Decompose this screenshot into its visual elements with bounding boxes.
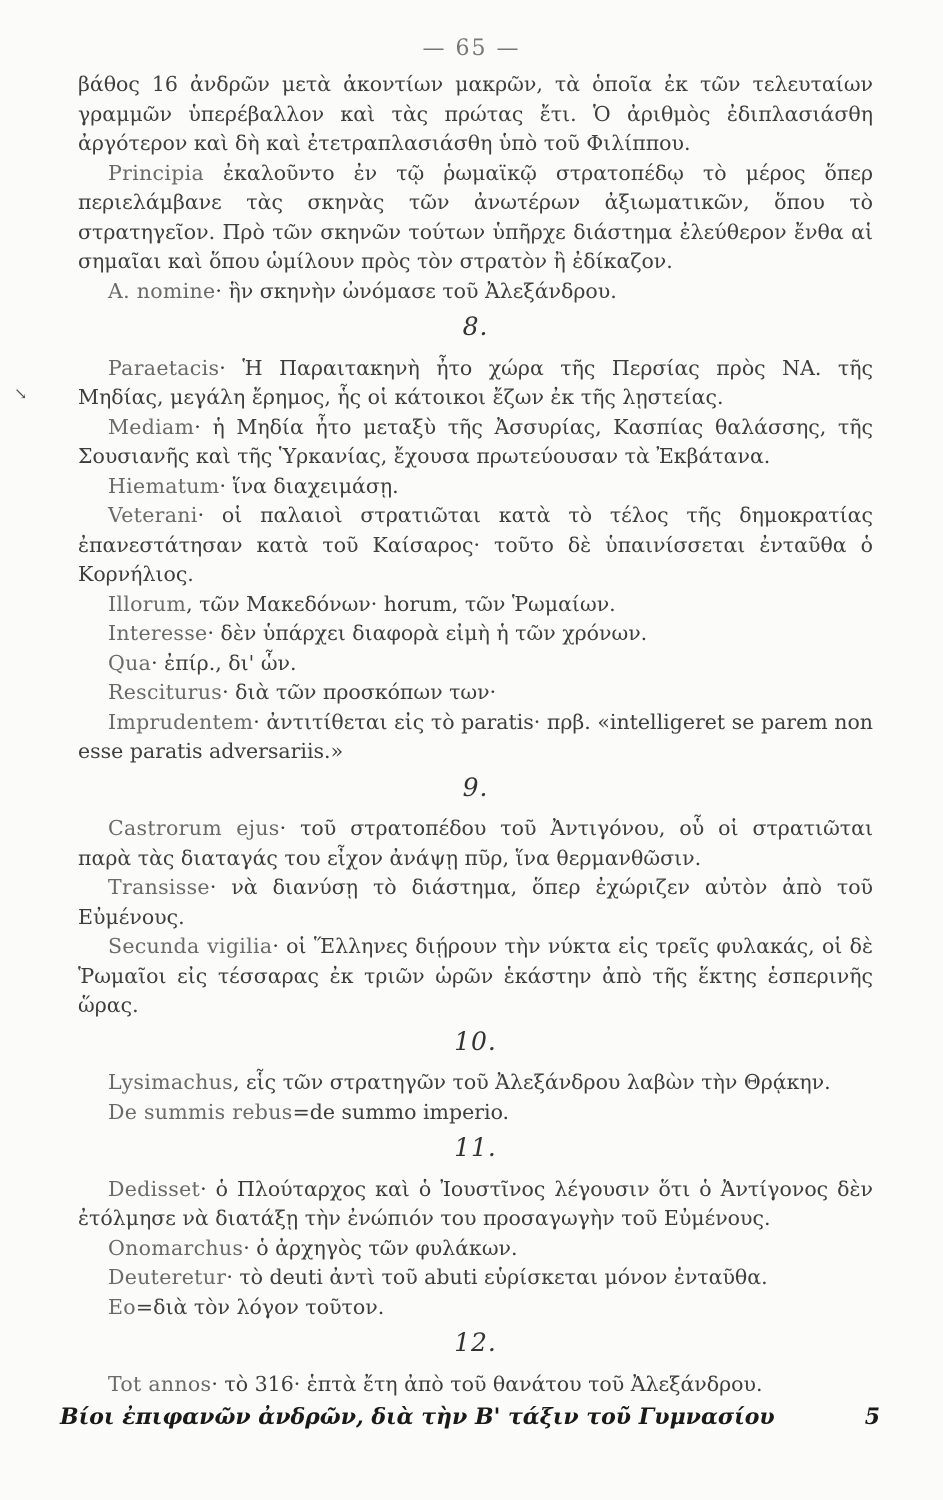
lemma: Resciturus	[108, 680, 223, 704]
lemma: Dedisset	[108, 1176, 201, 1201]
section-heading: 8.	[462, 312, 489, 341]
gloss: ἐκαλοῦντο ἐν τῷ ῥωμαϊκῷ στρατοπέδῳ τὸ μέρος ὅπερ περιελάμβανε τὰς σκηνὰς τῶν ἀνωτέρων ἀξιωματικῶν, ὅπου τὸ στρατηγεῖον. Πρὸ τῶν σκηνῶν τούτων ὑπῆρχε διάστημα ἐλεύθερον ἔνθα αἱ σημαῖαι καὶ ὅπου ὡμίλουν πρὸς τὸν στρατὸν ἢ ἐδίκαζον.	[78, 160, 873, 273]
gloss: =de summo imperio.	[292, 1099, 510, 1124]
gloss-entry	[78, 472, 873, 502]
nomine-paragraph	[78, 277, 873, 307]
lemma: Hiematum	[108, 473, 220, 498]
lemma: Castrorum ejus	[108, 816, 280, 840]
gloss: · νὰ διανύσῃ τὸ διάστημα, ὅπερ ἐχώριζεν αὐτὸν ἀπὸ τοῦ Εὐμένους.	[78, 875, 873, 929]
lemma: Onomarchus	[108, 1235, 244, 1260]
gloss-entry	[78, 708, 873, 767]
gloss-entry	[78, 1098, 873, 1128]
gloss: · οἱ παλαιοὶ στρατιῶται κατὰ τὸ τέλος τῆς δημοκρατίας ἐπανεστάτησαν κατὰ τοῦ Καίσαρος· τοῦτο δὲ ὑπαινίσσεται ἐνταῦθα ὁ Κορνήλιος.	[78, 503, 873, 586]
lemma: Eo	[108, 1294, 136, 1319]
gloss: · ὁ Πλούταρχος καὶ ὁ Ἰουστῖνος λέγουσιν ὅτι ὁ Ἀντίγονος δὲν ἐτόλμησε νὰ διατάξῃ τὴν ἐνώπιόν του προσαγωγὴν τοῦ Εὐμένους.	[78, 1176, 873, 1230]
section-heading: 9.	[462, 772, 489, 802]
lemma: Interesse	[108, 621, 208, 645]
gloss-entry	[78, 590, 873, 620]
gloss: · ἀντιτίθεται εἰς τὸ paratis· πρβ. «intelligeret se parem non esse paratis adversariis.»	[78, 709, 873, 763]
gloss: =διὰ τὸν λόγον τοῦτον.	[135, 1294, 385, 1319]
gloss-entry	[78, 354, 873, 413]
commentary-body	[78, 70, 873, 1399]
lemma: Lysimachus	[108, 1070, 233, 1094]
gloss: · ἐπίρ., δι' ὧν.	[151, 650, 297, 675]
gloss: · Ἡ Παραιτακηνὴ ἦτο χώρα τῆς Περσίας πρὸς ΝΑ. τῆς Μηδίας, μεγάλη ἔρημος, ἧς οἱ κάτοικοι ἔζων ἐκ τῆς λῃστείας.	[78, 355, 873, 409]
gloss: · ἡ Μηδία ἦτο μεταξὺ τῆς Ἀσσυρίας, Κασπίας θαλάσσης, τῆς Σουσιανῆς καὶ τῆς Ὑρκανίας, ἔχουσα πρωτεύουσαν τὰ Ἐκβάτανα.	[78, 414, 873, 468]
lemma: Mediam	[108, 414, 195, 439]
gloss-entry	[78, 1263, 873, 1293]
gloss-entry	[78, 413, 873, 472]
gloss: · ἵνα διαχειμάσῃ.	[219, 473, 399, 498]
gloss: · τὸ deuti ἀντὶ τοῦ abuti εὑρίσκεται μόνον ἐνταῦθα.	[226, 1265, 768, 1289]
gloss-entry	[78, 649, 873, 679]
lemma: De summis rebus	[108, 1099, 293, 1124]
gloss-entry	[78, 814, 873, 873]
section-heading: 10.	[454, 1026, 497, 1056]
gloss: · τοῦ στρατοπέδου τοῦ Ἀντιγόνου, οὗ οἱ στρατιῶται παρὰ τὰς διαταγάς του εἶχον ἀνάψῃ πῦρ, ἵνα θερμανθῶσιν.	[78, 816, 874, 870]
gloss-entry	[78, 1293, 873, 1323]
lemma: Principia	[108, 160, 204, 185]
section-heading: 11.	[454, 1133, 497, 1162]
gloss-entry	[78, 1068, 873, 1098]
page-footer	[60, 1404, 880, 1430]
page-number: — 65 —	[422, 36, 521, 61]
principia-paragraph	[78, 159, 873, 277]
lemma: Paraetacis	[108, 355, 220, 380]
gloss-entry	[78, 1370, 873, 1400]
lemma: Illorum	[108, 591, 187, 616]
signature-number: 5	[864, 1404, 880, 1430]
lemma: Veterani	[108, 503, 198, 527]
lemma: Secunda vigilia	[108, 934, 273, 958]
intro-paragraph: βάθος 16 ἀνδρῶν μετὰ ἀκοντίων μακρῶν, τὰ ὁποῖα ἐκ τῶν τελευταίων γραμμῶν ὑπερέβαλλον καὶ τὰς πρώτας ἔτι. Ὁ ἀριθμὸς ἐδιπλασιάσθη ἀργότερον καὶ δὴ καὶ ἐτετραπλασιάσθη ὑπὸ τοῦ Φιλίππου.	[78, 72, 873, 155]
gloss: · οἱ Ἕλληνες διῄρουν τὴν νύκτα εἰς τρεῖς φυλακάς, οἱ δὲ Ῥωμαῖοι εἰς τέσσαρας ἐκ τριῶν ὡρῶν ἑκάστην ἀπὸ τῆς ἕκτης ἑσπερινῆς ὥρας.	[78, 934, 873, 1017]
gloss: · δὲν ὑπάρχει διαφορὰ εἰμὴ ἡ τῶν χρόνων.	[207, 621, 648, 645]
gloss: · ἣν σκηνὴν ὠνόμασε τοῦ Ἀλεξάνδρου.	[215, 278, 617, 303]
lemma: Transisse	[108, 875, 210, 899]
lemma: Deuteretur	[108, 1265, 227, 1289]
section-heading: 12.	[454, 1328, 497, 1357]
gloss: , τῶν Μακεδόνων· horum, τῶν Ῥωμαίων.	[186, 591, 616, 616]
footer-title: Βίοι ἐπιφανῶν ἀνδρῶν, διὰ τὴν Β' τάξιν τοῦ Γυμνασίου	[60, 1404, 775, 1430]
gloss: , εἷς τῶν στρατηγῶν τοῦ Ἀλεξάνδρου λαβὼν τὴν Θρᾴκην.	[232, 1070, 831, 1094]
gloss-entry	[78, 1234, 873, 1264]
gloss-entry	[78, 873, 873, 932]
lemma: A. nomine	[108, 278, 216, 303]
lemma: Qua	[108, 650, 152, 675]
gloss: · τὸ 316· ἑπτὰ ἔτη ἀπὸ τοῦ θανάτου τοῦ Ἀλεξάνδρου.	[211, 1371, 763, 1396]
gloss-entry	[78, 501, 873, 590]
sections-container	[78, 312, 873, 1399]
gloss: · ὁ ἀρχηγὸς τῶν φυλάκων.	[243, 1235, 518, 1260]
gloss-entry	[78, 678, 873, 708]
gloss-entry	[78, 1175, 873, 1234]
gloss-entry	[78, 932, 873, 1021]
margin-mark: ↘	[14, 384, 28, 403]
lemma: Tot annos	[108, 1371, 212, 1396]
lemma: Imprudentem	[108, 709, 254, 734]
gloss-entry	[78, 619, 873, 649]
gloss: · διὰ τῶν προσκόπων των·	[222, 680, 497, 704]
